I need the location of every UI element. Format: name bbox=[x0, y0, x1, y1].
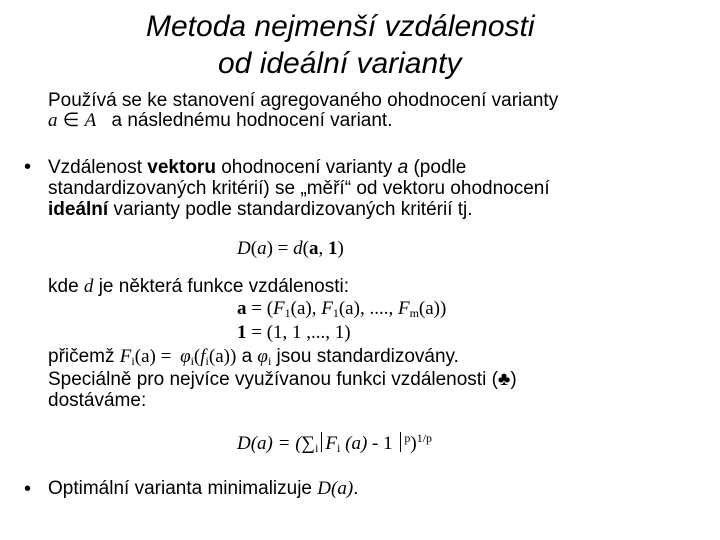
std-phi: φ bbox=[180, 346, 191, 367]
b1-text-l3: varianty podle standardizovaných kritérií tj. bbox=[108, 199, 473, 220]
vec-F1b-arg: (a) bbox=[338, 298, 360, 319]
vec-a: a bbox=[237, 298, 247, 319]
std-Fi-sub: i bbox=[131, 354, 135, 368]
f2-minus: - 1 bbox=[367, 433, 398, 454]
f1-D: D bbox=[237, 238, 251, 259]
b2-math: D(a) bbox=[317, 478, 354, 499]
f2-rp: ) bbox=[410, 433, 417, 454]
bullet-1-line-2: standardizovaných kritérií) se „měří“ od vektoru ohodnocení bbox=[48, 178, 550, 199]
math-set-A: A bbox=[84, 110, 97, 131]
f2-sum-sub: i bbox=[315, 441, 319, 455]
f1-lp: ( bbox=[250, 238, 258, 259]
f2-F: F bbox=[325, 433, 338, 454]
b1-var-a: a bbox=[397, 157, 409, 178]
f1-vec-1: 1 bbox=[327, 238, 338, 259]
std-rest: jsou standardizovány. bbox=[271, 346, 459, 367]
intro-line-1: Používá se ke stanovení agregovaného ohodnocení varianty bbox=[48, 90, 559, 111]
std-Fi-arg: (a) = bbox=[134, 346, 177, 367]
f1-a: a bbox=[257, 238, 267, 259]
slide-title-line2: od ideální varianty bbox=[218, 47, 462, 80]
b1-idealni: ideální bbox=[48, 199, 109, 220]
distance-line-1 bbox=[48, 277, 349, 297]
dist-d: d bbox=[83, 276, 94, 297]
f2-exp: 1/p bbox=[416, 431, 433, 445]
vec-Fm: F bbox=[397, 298, 410, 319]
vec-F1: F bbox=[273, 298, 285, 319]
f2-abs-left bbox=[321, 432, 322, 452]
b1-vektoru: vektoru bbox=[147, 157, 216, 178]
math-element-of: ∈ bbox=[62, 110, 80, 131]
b1-text-e: (podle bbox=[408, 157, 467, 178]
f1-eq: = bbox=[272, 238, 294, 259]
formula-lp-distance bbox=[237, 432, 432, 455]
vec-1: 1 bbox=[237, 322, 247, 343]
f1-rp: ) bbox=[266, 238, 273, 259]
f2-abs-right bbox=[400, 432, 401, 452]
std-lp: ( bbox=[193, 346, 201, 367]
f1-vec-a: a bbox=[308, 238, 319, 259]
vec-Fm-arg: (a) bbox=[418, 298, 440, 319]
bullet-1-line-1 bbox=[48, 158, 466, 178]
std-Fi: F bbox=[119, 346, 132, 367]
vector-1-definition bbox=[237, 322, 351, 344]
vec-F1-arg: (a) bbox=[290, 298, 312, 319]
f2-sum: ∑ bbox=[301, 433, 316, 454]
std-f-sub: i bbox=[205, 354, 209, 368]
f2-p: p bbox=[404, 431, 411, 445]
vec-F1-sub: 1 bbox=[284, 306, 291, 320]
b1-text-c: ohodnocení varianty bbox=[215, 157, 398, 178]
b1-text-a: Vzdálenost bbox=[48, 157, 148, 178]
f1-rp2: ) bbox=[337, 238, 344, 259]
b2-dot: . bbox=[353, 478, 359, 499]
math-a: a bbox=[48, 110, 58, 131]
vec-dots: ...., bbox=[369, 298, 398, 319]
vec-Fm-sub: m bbox=[409, 306, 419, 320]
pricemz: přičemž bbox=[48, 346, 120, 367]
dist-kde: kde bbox=[48, 276, 84, 297]
std-phi2: φ bbox=[257, 346, 268, 367]
dostavame-line: dostáváme: bbox=[48, 390, 147, 411]
standardization-line bbox=[48, 347, 459, 367]
f2-lhs: D(a) = ( bbox=[237, 433, 302, 454]
bullet-1-icon: • bbox=[24, 156, 32, 178]
vec-sep2: , bbox=[359, 298, 370, 319]
intro-line-2 bbox=[48, 111, 393, 131]
dist-rest: je některá funkce vzdálenosti: bbox=[93, 276, 350, 297]
f1-comma: , bbox=[318, 238, 328, 259]
b2-text: Optimální varianta minimalizuje bbox=[48, 478, 318, 499]
std-arg: (a)) bbox=[208, 346, 237, 367]
bullet-2-icon: • bbox=[24, 478, 32, 500]
std-phi-sub: i bbox=[190, 354, 194, 368]
intro-line-2-rest: a následnému hodnocení variant. bbox=[111, 110, 393, 131]
vec-sep: , bbox=[311, 298, 322, 319]
vec-F1b-sub: 1 bbox=[332, 306, 339, 320]
f2-F-arg: (a) bbox=[340, 433, 368, 454]
f1-d: d bbox=[293, 238, 303, 259]
vec-a-eq: = ( bbox=[246, 298, 274, 319]
formula-distance bbox=[237, 238, 344, 260]
std-f: f bbox=[200, 346, 206, 367]
vec-F1b: F bbox=[321, 298, 333, 319]
vec-1-rest: = (1, 1 ,..., 1) bbox=[246, 322, 351, 343]
slide-title-line1: Metoda nejmenší vzdálenosti bbox=[146, 10, 535, 43]
f2-F-sub: i bbox=[337, 441, 341, 455]
vec-close: ) bbox=[440, 298, 447, 319]
vector-a-definition bbox=[237, 298, 446, 320]
f1-lp2: ( bbox=[302, 238, 309, 259]
std-and: a bbox=[236, 346, 258, 367]
std-phi2-sub: i bbox=[267, 354, 272, 368]
bullet-2-line bbox=[48, 479, 358, 499]
bullet-1-line-3 bbox=[48, 200, 473, 220]
special-line: Speciálně pro nejvíce využívanou funkci vzdálenosti (♣) bbox=[48, 369, 517, 390]
